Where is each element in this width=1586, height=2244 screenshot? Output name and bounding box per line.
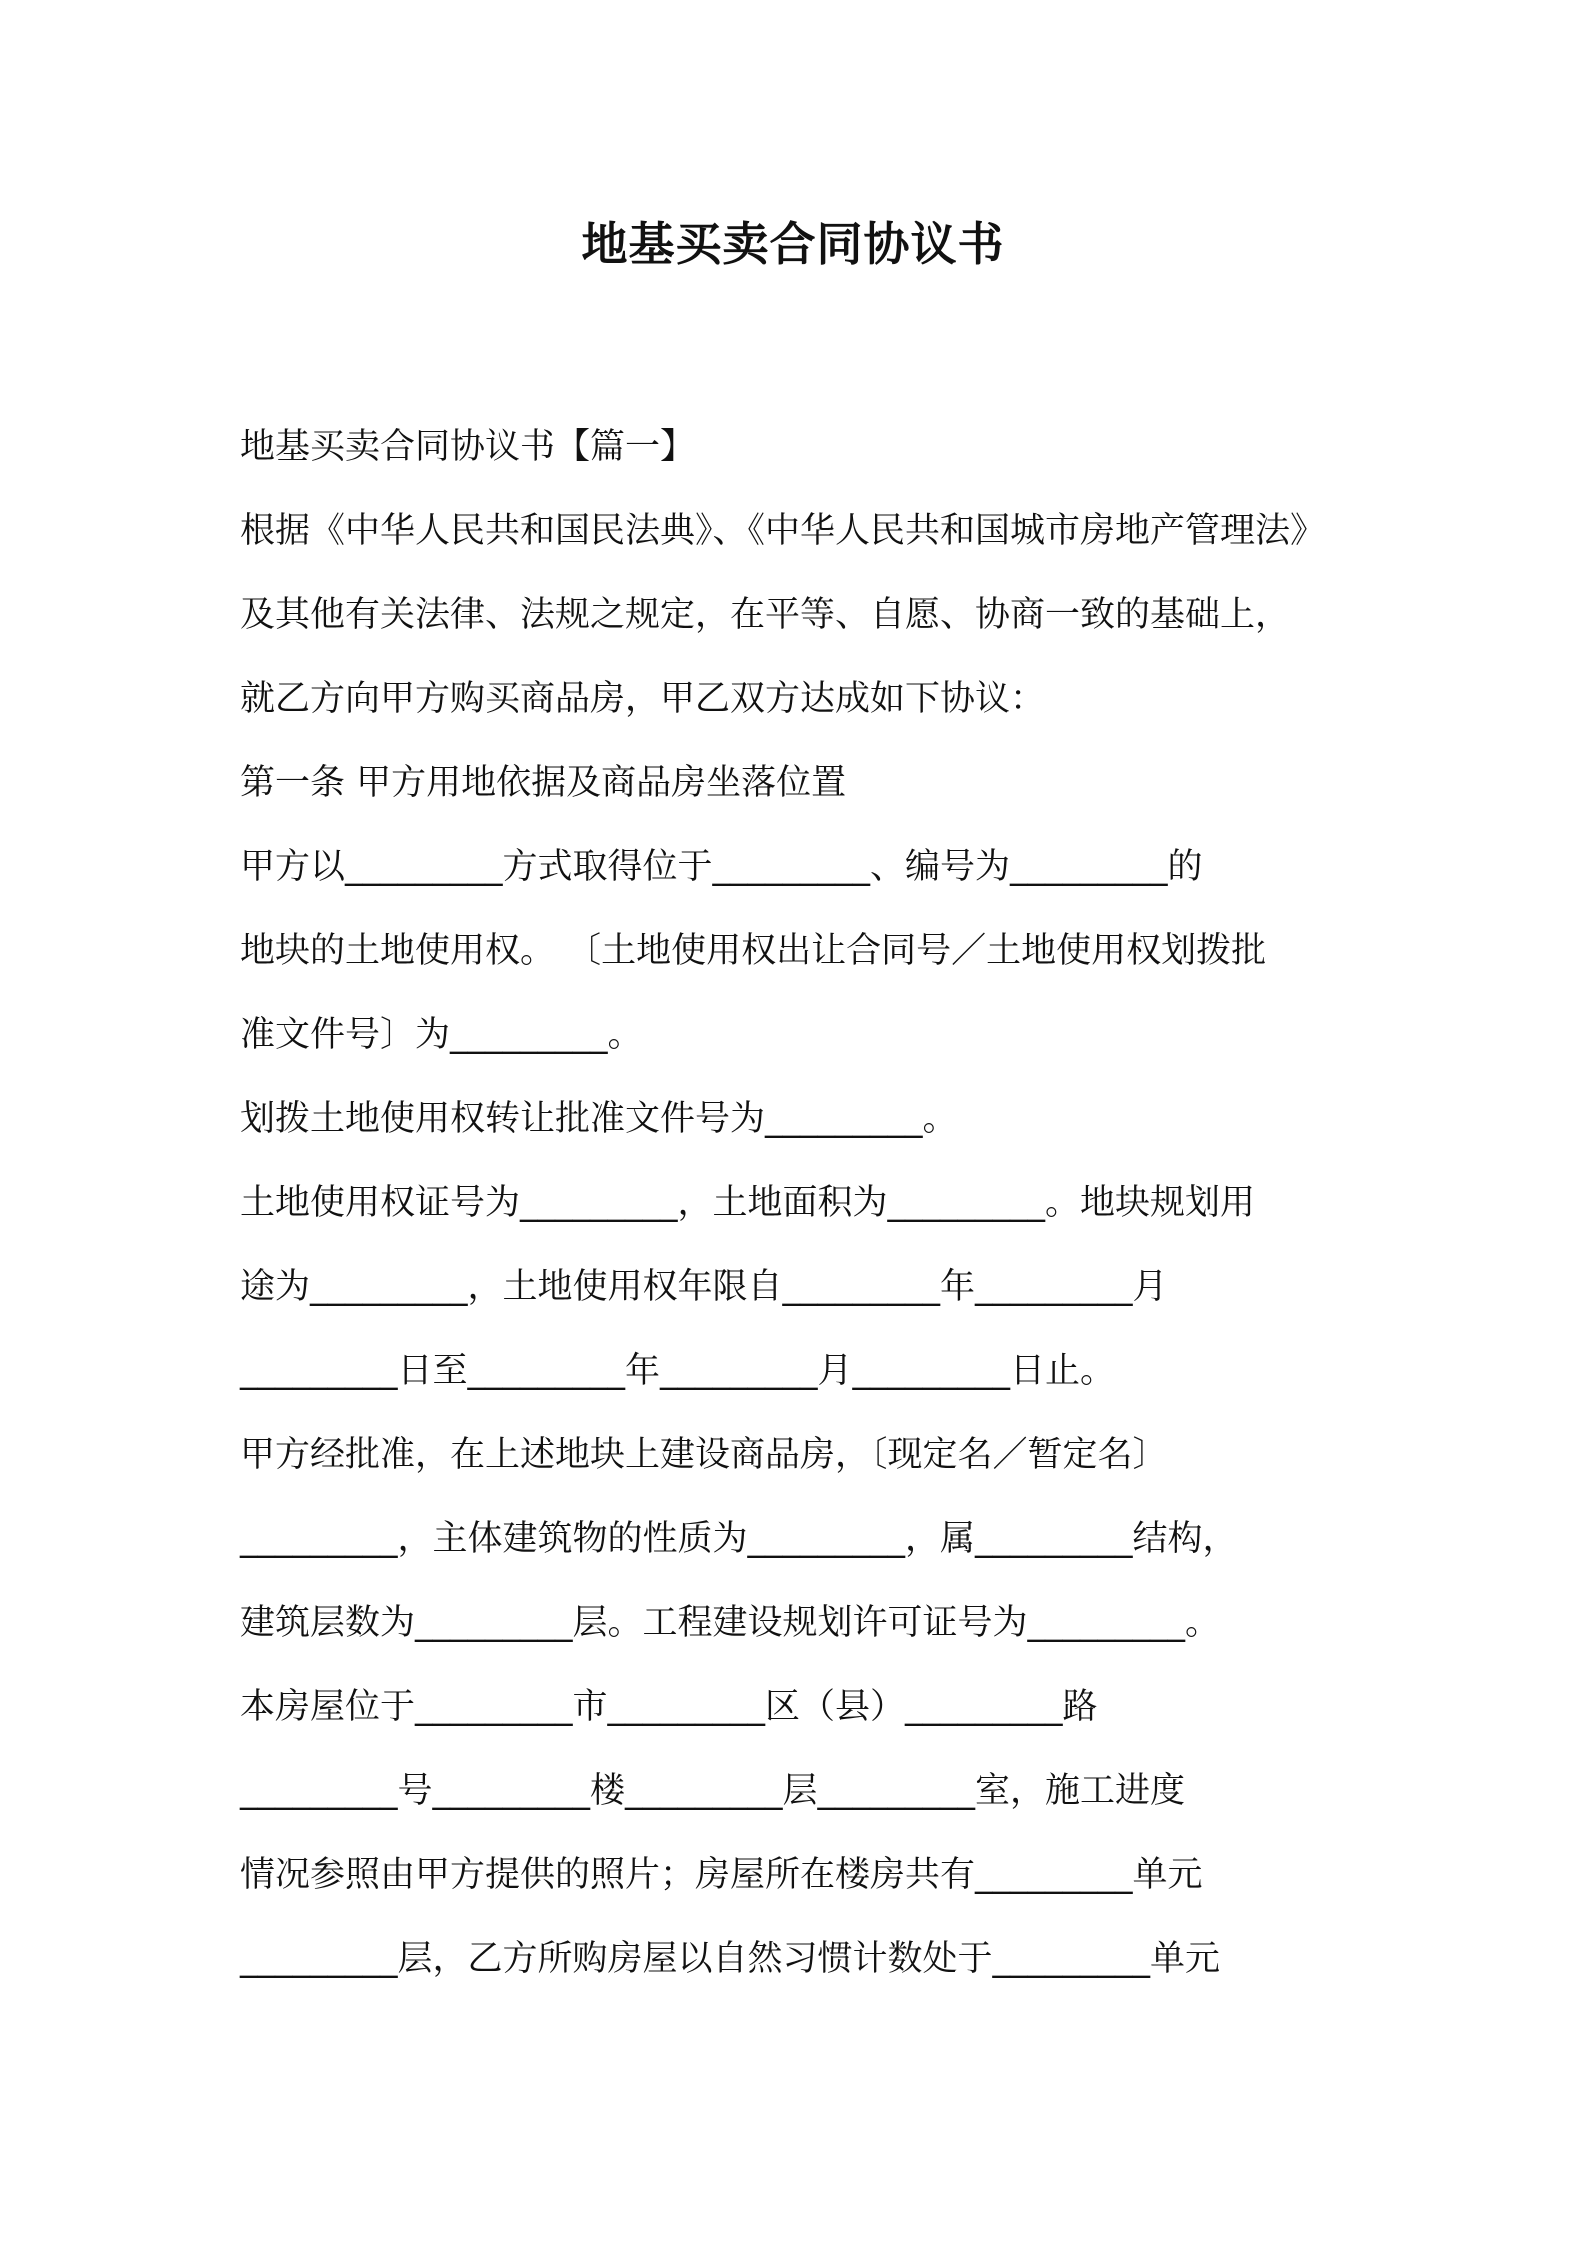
body-line: _________层，乙方所购房屋以自然习惯计数处于_________单元	[240, 1939, 1221, 1979]
document-body	[240, 405, 1370, 2001]
body-line: 就乙方向甲方购买商品房，甲乙双方达成如下协议：	[240, 679, 1046, 719]
body-line: 甲方以_________方式取得位于_________、编号为_________的	[240, 847, 1203, 887]
section-heading: 地基买卖合同协议书【篇一】	[240, 427, 696, 467]
body-line: 准文件号〕为_________。	[240, 1015, 643, 1055]
document-title: 地基买卖合同协议书	[581, 217, 1005, 271]
body-line: 甲方经批准，在上述地块上建设商品房，〔现定名／暂定名〕	[240, 1435, 1168, 1475]
body-line: 划拨土地使用权转让批准文件号为_________。	[240, 1099, 958, 1139]
body-line: 根据《中华人民共和国民法典》、《中华人民共和国城市房地产管理法》	[240, 511, 1326, 551]
body-line: 建筑层数为_________层。工程建设规划许可证号为_________。	[240, 1603, 1221, 1643]
body-line: 途为_________，土地使用权年限自_________年_________月	[240, 1267, 1168, 1307]
body-line: 土地使用权证号为_________，土地面积为_________。地块规划用	[240, 1183, 1256, 1223]
body-line: 地块的土地使用权。 〔土地使用权出让合同号／土地使用权划拨批	[240, 931, 1267, 971]
body-line: 本房屋位于_________市_________区（县）_________路	[240, 1687, 1098, 1727]
body-line: 情况参照由甲方提供的照片；房屋所在楼房共有_________单元	[240, 1855, 1203, 1895]
body-line: 及其他有关法律、法规之规定，在平等、自愿、协商一致的基础上，	[240, 595, 1291, 635]
body-line: _________，主体建筑物的性质为_________，属_________结构，	[240, 1519, 1238, 1559]
article-heading: 第一条 甲方用地依据及商品房坐落位置	[240, 763, 847, 803]
body-line: _________号_________楼_________层_________室，施工进度	[240, 1771, 1186, 1811]
body-line: _________日至_________年_________月_________日止。	[240, 1351, 1116, 1391]
